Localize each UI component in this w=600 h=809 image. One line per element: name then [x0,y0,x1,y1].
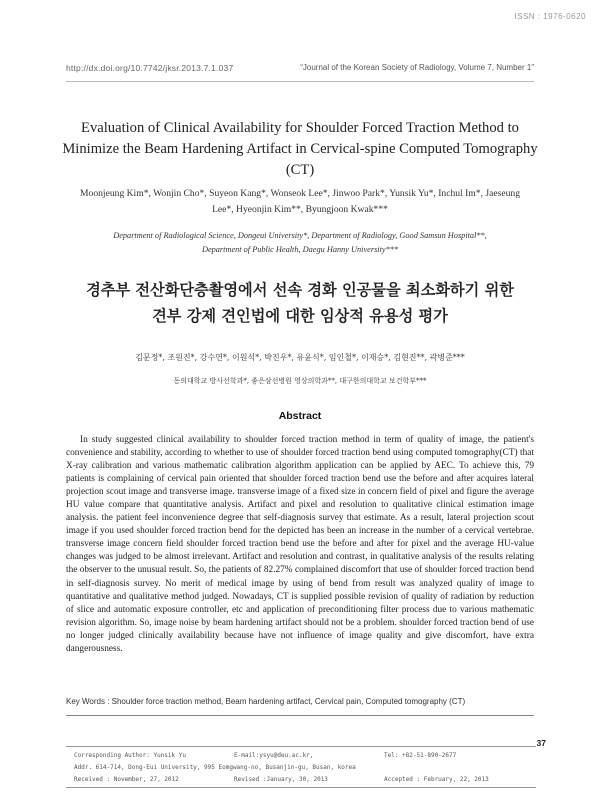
issn-label: ISSN : 1976-0620 [514,12,586,21]
keywords-divider [66,715,534,716]
correspondence-row-3 [66,773,536,785]
author-email[interactable]: E-mail:ysyu@deu.ac.kr, [234,752,314,759]
page-number: 37 [536,738,546,748]
correspondence-row-2 [66,761,536,773]
paper-title-en: Evaluation of Clinical Availability for Shoulder Forced Traction Method to Minimize the Beam Hardening Artifact in Cervical-spine Computed Tomography (CT) [62,120,538,178]
revised-date: Revised :January, 30, 2013 [234,776,328,783]
abstract-body: In study suggested clinical availability to shoulder forced traction method in term of quality of image, the patient's convenience and stability, according to whether to use of shoulder forced traction bend using computed tomography(CT) that X-ray calibration and various mathematic calibration algorithm application can be applied by AEC. To achieve this, 79 patients is complaining of cervical pain oriented that shoulder forced traction bend use the before and after acquires lateral projection scout image and transverse image. transverse image of a fixed size in concern field of pixel and figure the average HU value compare that quantitative analysis. Artifact and pixel and resolution to qualitative clinical estimation image analysis. the patient feel inconvenience degree that self-diagnosis survey that estimate. As a result, lateral projection scout image if you used shoulder forced traction bend for the depicted has been an increase in the number of a cervical vertebrae. transverse image concern field shoulder forced traction bend use the before and after for pixel and the average HU-value changes was judged to be almost irrelevant. Artifact and resolution and contrast, in qualitative analysis of the results relating the observer to the unusual result. So, the patients of 82.27% complained discomfort that use of shoulder forced traction bend in self-diagnosis survey. No merit of medical image by using of bend from result was analyzed quality of image to quantitative and qualitative method judged. Nowadays, CT is supplied possible revision of quality of radiation by reduction of slice and automatic exposure controller, etc and application of preconditioning filter process due to various mathematic revision algorithm. So, image noise by beam hardening artifact should not be a problem. shoulder forced traction bend of use no longer judged clinically availability because have not influence of image quality and give discomfort, have extra dangerousness. [66,435,534,654]
journal-name: “Journal of the Korean Society of Radiology, Volume 7, Number 1” [300,63,534,72]
received-date: Received : November, 27, 2012 [74,776,179,783]
paper-title-ko-line-1: 경추부 전산화단층촬영에서 선속 경화 인공물을 최소화하기 위한 [86,281,514,299]
header-divider [66,81,534,82]
author-address: Addr. 614-714, Dong-Eui University, 995 Eomgwang-no, Busanjin-gu, Busan, korea [74,764,356,771]
authors-ko: 김문정*, 조원진*, 강수연*, 이원석*, 박진우*, 유윤식*, 임인철*, 이재승*, 김현진**, 곽병준*** [135,353,465,362]
author-tel: Tel: +82-51-890-2677 [384,752,457,759]
corresponding-author: Corresponding Author: Yunsik Yu [74,752,186,759]
authors-en-line-2: Lee*, Hyeonjin Kim**, Byungjoon Kwak*** [212,204,388,215]
correspondence-row-1 [66,749,536,761]
affiliations-en-line-1: Department of Radiological Science, Dongeui University*, Department of Radiology, Good Samsun Hospital**, [113,231,487,240]
affiliations-en [66,229,534,256]
affiliations-en-line-2: Department of Public Health, Daegu Hanny University*** [201,244,399,254]
accepted-date: Accepted : February, 22, 2013 [384,776,489,783]
paper-title-ko [60,277,540,329]
doi-link[interactable]: http://dx.doi.org/10.7742/jksr.2013.7.1.037 [66,63,234,73]
authors-en-line-1: Moonjeung Kim*, Wonjin Cho*, Suyeon Kang*, Wonseok Lee*, Jinwoo Park*, Yunsik Yu*, Inchul Im*, Jaeseung [80,188,520,199]
affiliations-ko: 동의대학교 방사선학과*, 좋은삼선병원 영상의학과**, 대구한의대학교 보건학부*** [173,377,427,385]
paper-title-ko-line-2: 견부 강제 견인법에 대한 임상적 유용성 평가 [152,307,448,325]
abstract-heading: Abstract [278,410,322,422]
correspondence-box [66,746,536,788]
authors-en [66,186,534,218]
keywords: Key Words : Shoulder force traction method, Beam hardening artifact, Cervical pain, Computed tomography (CT) [66,697,466,706]
